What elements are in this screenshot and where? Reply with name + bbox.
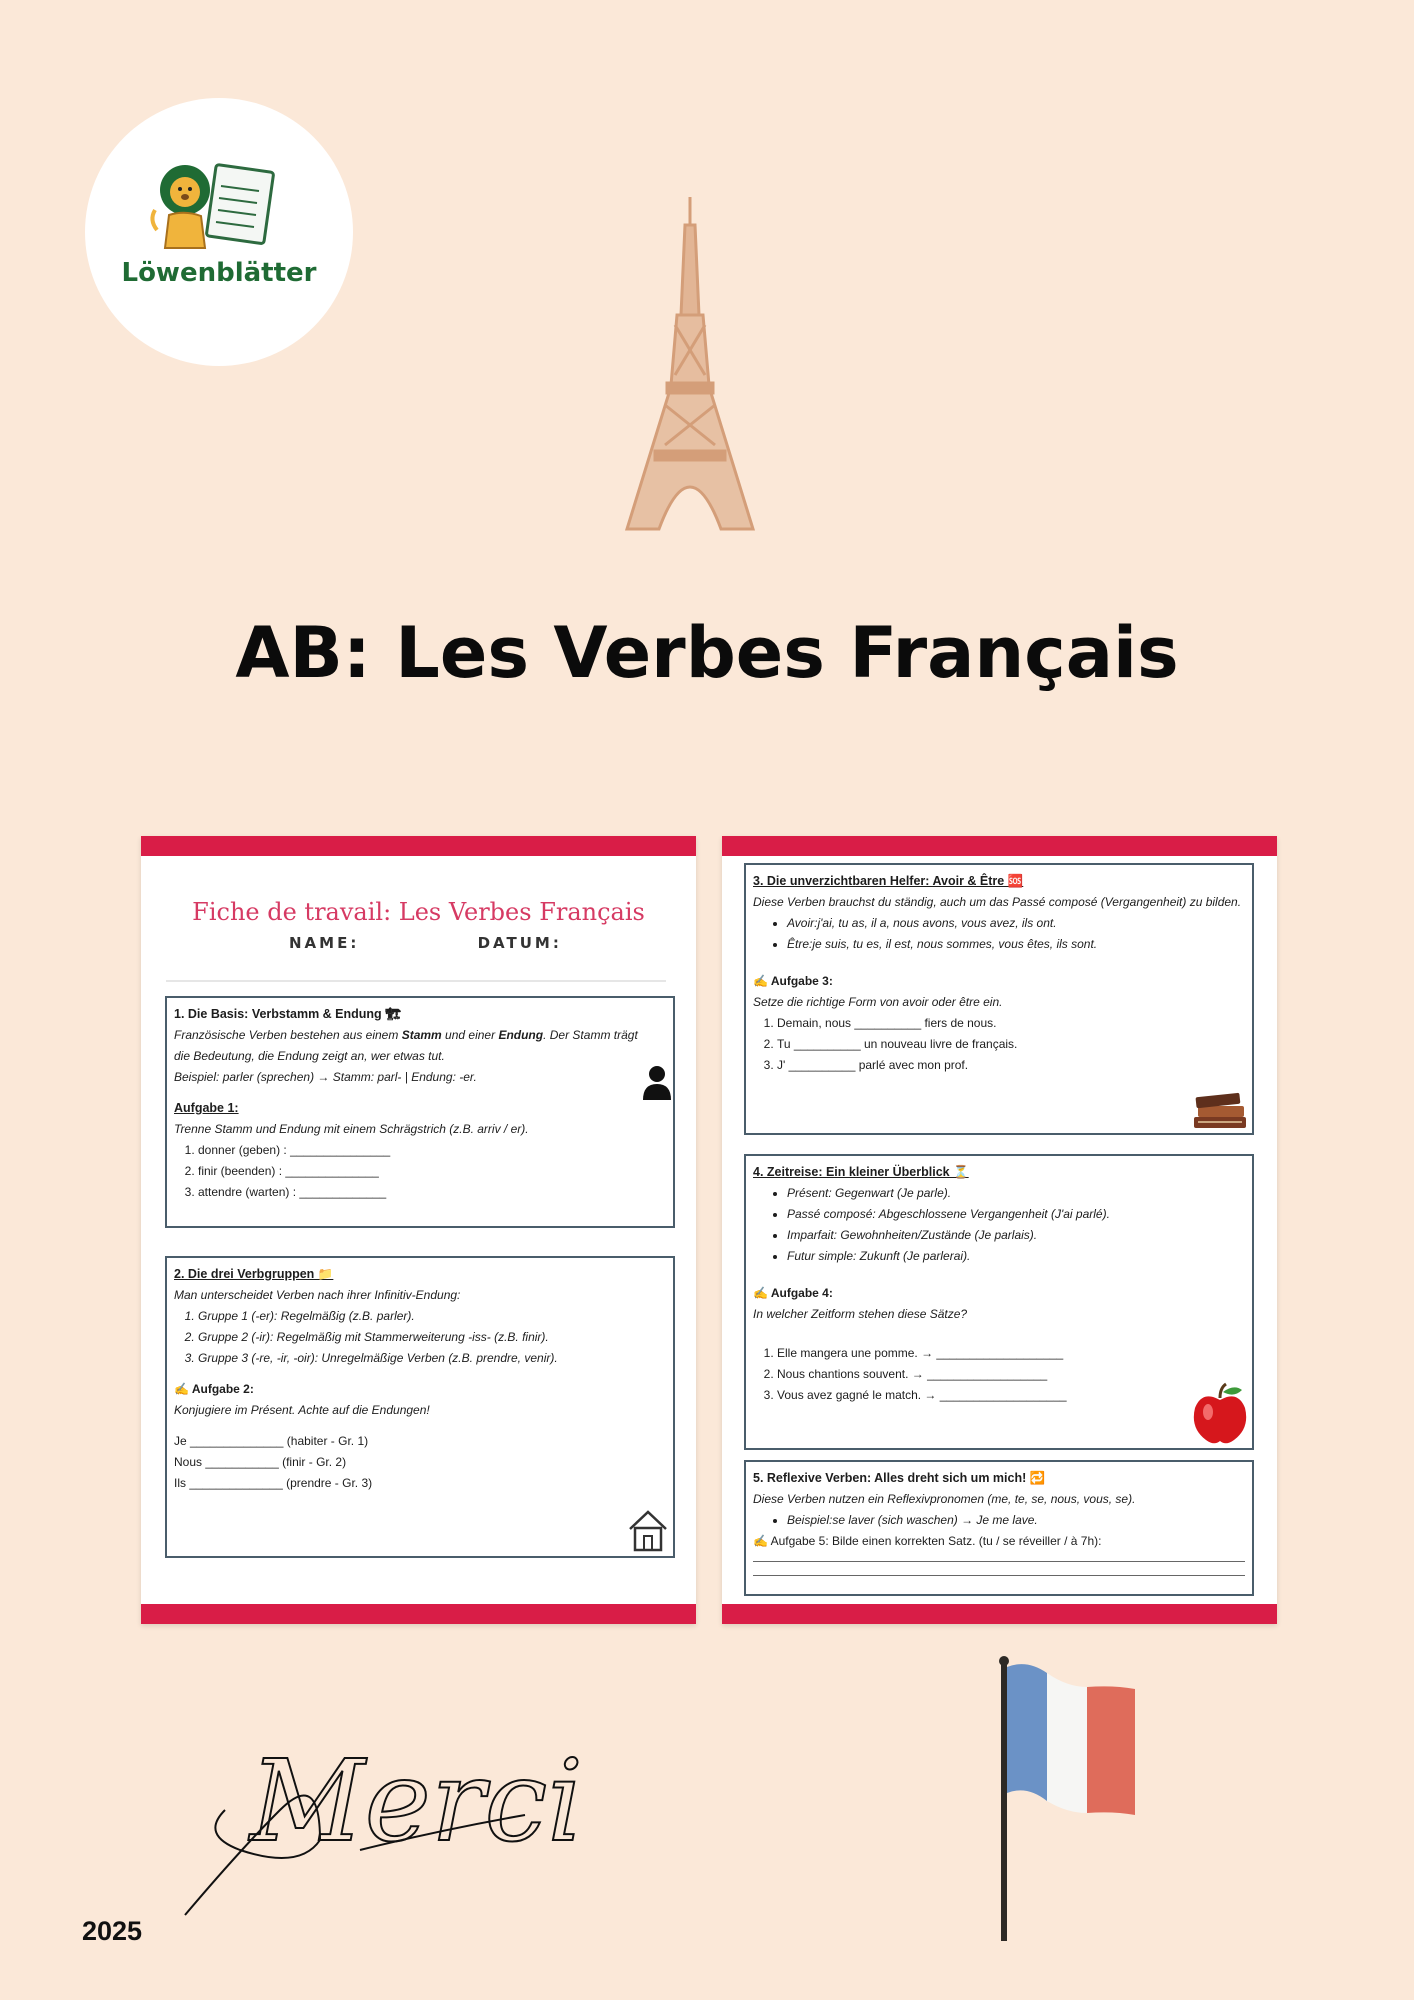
french-flag-icon xyxy=(985,1655,1175,1945)
task-text: In welcher Zeitform stehen diese Sätze? xyxy=(753,1307,968,1321)
section-5-box xyxy=(744,1460,1254,1596)
list-item: 3. Vous avez gagné le match. → ___________________ xyxy=(777,1385,1245,1406)
lion-icon xyxy=(149,160,289,255)
conjugation-lines xyxy=(174,1431,666,1494)
tenses-list xyxy=(777,1183,1245,1267)
section-1-box xyxy=(165,996,675,1228)
name-date-labels xyxy=(289,934,672,952)
red-footer-bar xyxy=(141,1604,696,1624)
merci-text: Merci xyxy=(250,1737,584,1867)
list-item: 2. finir (beenden) : ______________ xyxy=(198,1161,666,1182)
logo-text: Löwenblätter xyxy=(121,258,317,288)
section-heading: 2. Die drei Verbgruppen 📁 xyxy=(174,1267,334,1281)
section-intro: Man unterscheidet Verben nach ihrer Infinitiv-Endung: xyxy=(174,1288,461,1302)
list-item: • Présent: Gegenwart (Je parle). xyxy=(787,1183,1245,1204)
list-item: 2. Tu __________ un nouveau livre de français. xyxy=(777,1034,1245,1055)
answer-line[interactable] xyxy=(753,1575,1245,1576)
house-icon xyxy=(627,1508,669,1552)
task-label: ✍️ Aufgabe 3: xyxy=(753,974,833,988)
list-item: Ils ______________ (prendre - Gr. 3) xyxy=(174,1476,373,1490)
merci-script xyxy=(180,1700,584,1930)
list-item: 1. Elle mangera une pomme. → ___________________ xyxy=(777,1343,1245,1364)
section-4-box xyxy=(744,1154,1254,1450)
section-intro: Diese Verben brauchst du ständig, auch um das Passé composé (Vergangenheit) zu bilden. xyxy=(753,895,1242,909)
list-item: • Être:je suis, tu es, il est, nous sommes, vous êtes, ils sont. xyxy=(787,934,1245,955)
eiffel-tower-icon xyxy=(625,195,755,535)
task-text: Trenne Stamm und Endung mit einem Schrägstrich (z.B. arriv / er). xyxy=(174,1122,529,1136)
verb-groups-list xyxy=(198,1306,666,1369)
list-item: 1. Demain, nous __________ fiers de nous. xyxy=(777,1013,1245,1034)
red-header-bar xyxy=(722,836,1277,856)
section-intro: Französische Verben bestehen aus einem Stamm und einer Endung. Der Stamm trägt die Bedeutung, die Endung zeigt an, wer etwas tut. xyxy=(174,1028,638,1063)
list-item: 3. attendre (warten) : _____________ xyxy=(198,1182,666,1203)
person-icon xyxy=(641,1064,673,1100)
list-item: • Imparfait: Gewohnheiten/Zustände (Je parlais). xyxy=(787,1225,1245,1246)
worksheet-page-1 xyxy=(141,836,696,1624)
name-label: NAME: xyxy=(289,934,360,952)
red-header-bar xyxy=(141,836,696,856)
section-heading: 1. Die Basis: Verbstamm & Endung 🏗 xyxy=(174,1007,402,1021)
logo-badge xyxy=(85,98,353,366)
section-2-box xyxy=(165,1256,675,1558)
list-item: 2. Gruppe 2 (-ir): Regelmäßig mit Stammerweiterung -iss- (z.B. finir). xyxy=(198,1327,666,1348)
worksheet-title: Fiche de travail: Les Verbes Français xyxy=(192,898,645,926)
year-label: 2025 xyxy=(82,1916,143,1946)
task-items xyxy=(777,1013,1245,1076)
section-heading: 5. Reflexive Verben: Alles dreht sich um mich! 🔁 xyxy=(753,1471,1046,1485)
list-item: 1. Gruppe 1 (-er): Regelmäßig (z.B. parler). xyxy=(198,1306,666,1327)
books-icon xyxy=(1190,1089,1250,1131)
task-label: ✍️ Aufgabe 4: xyxy=(753,1286,833,1300)
task-items xyxy=(777,1343,1245,1406)
section-heading: 3. Die unverzichtbaren Helfer: Avoir & Être 🆘 xyxy=(753,874,1024,888)
date-label: DATUM: xyxy=(477,934,562,952)
section-intro: Diese Verben nutzen ein Reflexivpronomen (me, te, se, nous, vous, se). xyxy=(753,1492,1136,1506)
reflexive-example xyxy=(777,1510,1245,1531)
list-item: 1. donner (geben) : _______________ xyxy=(198,1140,666,1161)
task-text: ✍️ Aufgabe 5: Bilde einen korrekten Satz. (tu / se réveiller / à 7h): xyxy=(753,1534,1102,1548)
task-label: Aufgabe 1: xyxy=(174,1101,239,1115)
divider xyxy=(166,980,666,982)
task-text: Konjugiere im Présent. Achte auf die Endungen! xyxy=(174,1403,430,1417)
list-item: • Beispiel:se laver (sich waschen) → Je me lave. xyxy=(787,1510,1245,1531)
task-text: Setze die richtige Form von avoir oder être ein. xyxy=(753,995,1003,1009)
answer-line[interactable] xyxy=(753,1561,1245,1562)
task-items xyxy=(198,1140,666,1203)
list-item: 3. J' __________ parlé avec mon prof. xyxy=(777,1055,1245,1076)
task-label: ✍️ Aufgabe 2: xyxy=(174,1382,254,1396)
list-item: • Futur simple: Zukunft (Je parlerai). xyxy=(787,1246,1245,1267)
section-example: Beispiel: parler (sprechen) → Stamm: parl- | Endung: -er. xyxy=(174,1070,477,1084)
main-title: AB: Les Verbes Français xyxy=(235,612,1179,694)
list-item: • Passé composé: Abgeschlossene Vergangenheit (J'ai parlé). xyxy=(787,1204,1245,1225)
list-item: Je ______________ (habiter - Gr. 1) xyxy=(174,1434,369,1448)
worksheet-page-2 xyxy=(722,836,1277,1624)
helper-verbs-list xyxy=(777,913,1245,955)
section-3-box xyxy=(744,863,1254,1135)
apple-icon xyxy=(1190,1382,1250,1446)
list-item: 3. Gruppe 3 (-re, -ir, -oir): Unregelmäßige Verben (z.B. prendre, venir). xyxy=(198,1348,666,1369)
list-item: Nous ___________ (finir - Gr. 2) xyxy=(174,1455,347,1469)
list-item: • Avoir:j'ai, tu as, il a, nous avons, vous avez, ils ont. xyxy=(787,913,1245,934)
red-footer-bar xyxy=(722,1604,1277,1624)
section-heading: 4. Zeitreise: Ein kleiner Überblick ⏳ xyxy=(753,1165,969,1179)
list-item: 2. Nous chantions souvent. → __________________ xyxy=(777,1364,1245,1385)
